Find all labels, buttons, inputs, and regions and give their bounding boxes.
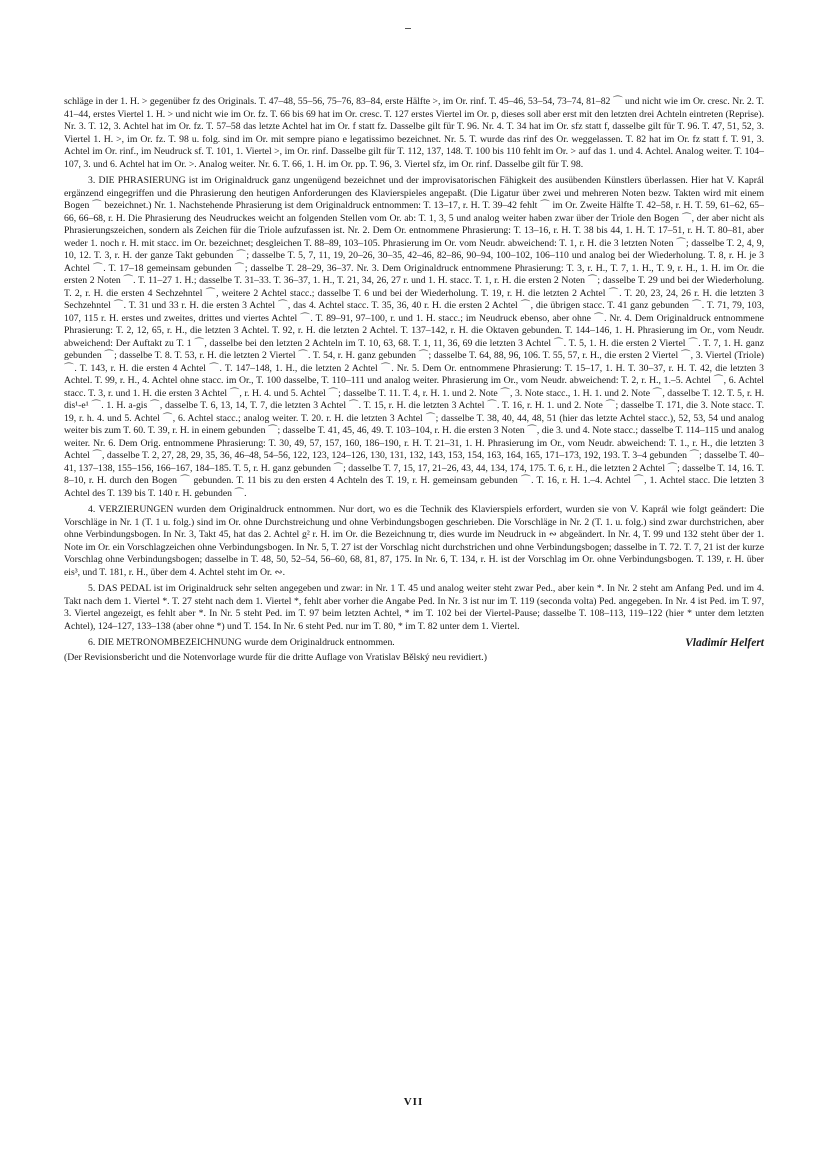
paragraph-phrasing: 3. DIE PHRASIERUNG ist im Originaldruck ganz ungenügend bezeichnet und der improvisatorischen Fähigkeit des ausübenden Künstlers überlassen. Hier hat V. Kaprál ergänzend eingegriffen und die Phrasierung den heutigen Anforderungen des Klavierspieles angepaßt. (Die Ligatur über zwei und mehreren Noten bezw. Takten wird mit einem Bogen ⌒ bezeichnet.) Nr. 1. Nachstehende Phrasierung ist dem Originaldruck entnommen: T. 13–17, r. H. T. 39–42 fehlt ⌒ im Or. Zweite Hälfte T. 42–58, r. H. T. 59, 61–62, 65–66, 66–68, r. H. Die Phrasierung des Neudruckes weicht an folgenden Stellen vom Or. ab: T. 1, 3, 5 und analog weiter haben zwar über der Triole den Bogen ⌒, der aber nicht als Phrasierungszeichen, sondern als Zeichen für die Triole aufzufassen ist. Nr. 2. Dem Or. entnommene Phrasierung: T. 13–16, r. H. T. 38 bis 44, 1. H. T. 17–51, r. H. T. 80–81, aber weder 1. noch r. H. mit stacc. im Or. bezeichnet; desgleichen T. 88–89, 103–105. Phrasierung im Or. vom Neudr. abweichend: T. 1, r. H. die 3 letzten Noten ⌒; dasselbe T. 2, 4, 9, 10, 12. T. 3, r. H. der ganze Takt gebunden ⌒; dasselbe T. 5, 7, 11, 19, 20–26, 30–35, 42–46, 82–86, 90–94, 100–102, 106–110 und analog bei der Wiederholung. T. 8, r. H. je 3 Achtel ⌒. T. 17–18 gemeinsam gebunden ⌒; dasselbe T. 28–29, 36–37. Nr. 3. Dem Originaldruck entnommene Phrasierung: T. 3, r. H., T. 7, 1. H., T. 9, r. H., 1. H. im Or. die ersten 2 Noten ⌒. T. 11–27 1. H.; dasselbe T. 31–33. T. 36–37, 1. H., T. 21, 34, 26, 27 r. und 1. H. stacc. T. 1, r. H. die ersten 2 Noten ⌒; dasselbe T. 29 und bei der Wiederholung. T. 2, r. H. die ersten 4 Sechzehntel ⌒, weitere 2 Achtel stacc.; dasselbe T. 6 und bei der Wiederholung. T. 19, r. H. die letzten 2 Achtel ⌒. T. 20, 23, 24, 26 r. H. die letzten 3 Sechzehntel ⌒. T. 31 und 33 r. H. die ersten 3 Achtel ⌒, das 4. Achtel stacc. T. 35, 36, 40 r. H. die ersten 2 Achtel ⌒, die übrigen stacc. T. 41 ganz gebunden ⌒. T. 71, 79, 103, 107, 115 r. H. erstes und zweites, drittes und viertes Achtel ⌒. T. 89–91, 97–100, r. und 1. H. stacc.; im Neudruck ebenso, aber ohne ⌒. Nr. 4. Dem Originaldruck entnommene Phrasierung: T. 2, 12, 65, r. H., die letzten 3 Achtel. T. 92, r. H. die letzten 2 Achtel. T. 137–142, r. H. die Oktaven gebunden. T. 144–146, 1. H. Phrasierung im Or., vom Neudr. abweichend: Der Auftakt zu T. 1 ⌒, dasselbe bei den letzten 2 Achteln im T. 10, 63, 68. T. 1, 11, 36, 69 die letzten 3 Achtel ⌒. T. 5, 1. H. die ersten 2 Viertel ⌒. T. 7, 1. H. ganz gebunden ⌒; dasselbe T. 8. T. 53, r. H. die letzten 2 Viertel ⌒. T. 54, r. H. ganz gebunden ⌒; dasselbe T. 64, 88, 96, 106. T. 55, 57, r. H., die ersten 2 Viertel ⌒, 3. Viertel (Triole) ⌒. T. 143, r. H. die ersten 4 Achtel ⌒. T. 147–148, 1. H., die letzten 2 Achtel ⌒. Nr. 5. Dem Or. entnommene Phrasierung: T. 15–17, 1. H. T. 30–37, r. H. T. 42, die letzten 3 Achtel. T. 99, r. H., 4. Achtel ohne stacc. im Or., T. 100 dasselbe, T. 110–111 und analog weiter. Phrasierung im Or., vom Neudr. abweichend: T. 2, r. H., 1.–5. Achtel ⌒, 6. Achtel stacc. T. 3, r. und 1. H. die ersten 3 Achtel ⌒, r. H. 4. und 5. Achtel ⌒; dasselbe T. 11. T. 4, r. H. 1. und 2. Note ⌒, 3. Note stacc., 1. H. 1. und 2. Note ⌒, dasselbe T. 12. T. 5, r. H. dis¹-e¹ ⌒. 1. H. a-gis ⌒, dasselbe T. 6, 13, 14, T. 7, die letzten 3 Achtel ⌒. T. 15, r. H. die letzten 3 Achtel ⌒. T. 16, r. H. 1. und 2. Note ⌒; dasselbe T. 171, die 3. Note stacc. T. 19, r. h. 4. und 5. Achtel ⌒, 6. Achtel stacc.; analog weiter. T. 20. r. H. die letzten 3 Achtel ⌒; dasselbe T. 38, 40, 44, 48, 51 (hier das letzte Achtel stacc.), 52, 53, 54 und analog weiter bis zum T. 60. T. 39, r. H. in einem gebunden ⌒; dasselbe T. 41, 45, 46, 49. T. 103–104, r. H. die ersten 3 Noten ⌒, die 3. und 4. Note stacc.; dasselbe T. 114–115 und analog weiter. Nr. 6. Dem Orig. entnommene Phrasierung: T. 30, 49, 57, 157, 160, 186–190, r. H. T. 21–31, 1. H. Phrasierung im Or., vom Neudr. abweichend: T. 1., r. H., die letzten 3 Achtel ⌒, dasselbe T. 2, 27, 28, 29, 35, 36, 46–48, 54–56, 122, 123, 124–126, 130, 131, 132, 143, 153, 154, 163, 164, 165, 171–173, 192, 193. T. 3–4 gebunden ⌒; dasselbe T. 40–41, 137–138, 155–156, 166–167, 184–185. T. 5, r. H. ganz gebunden ⌒; dasselbe T. 7, 15, 17, 21–26, 43, 44, 134, 174, 175. T. 6, r. H., die letzten 2 Achtel ⌒; dasselbe T. 14, 16. T. 8–10, r. H. durch den Bogen ⌒ gebunden. T. 11 bis zu den ersten 4 Achteln des T. 19, r. H. gemeinsam gebunden ⌒. T. 16, r. H. 1.–4. Achtel ⌒, 1. Achtel stacc. Die letzten 3 Achtel des T. 139 bis T. 140 r. H. gebunden ⌒. <box>64 175 764 499</box>
page-number: VII <box>403 1096 424 1108</box>
print-mark <box>405 28 411 29</box>
revision-note: (Der Revisionsbericht und die Notenvorlage wurde für die dritte Auflage von Vratislav Bělský neu revidiert.) <box>64 651 487 663</box>
paragraph-dynamics-continued: schläge in der 1. H. > gegenüber fz des Originals. T. 47–48, 55–56, 75–76, 83–84, erste Hälfte >, im Or. rinf. T. 45–46, 53–54, 73–74, 81–82 ⌒ und nicht wie im Or. cresc. Nr. 2. T. 41–44, erstes Viertel 1. H. > und nicht wie im Or. fz. T. 66 bis 69 hat im Or. cresc. T. 127 erstes Viertel im Or. p, dieses soll aber erst mit den letzten drei Achteln eintreten (Reprise). Nr. 3. T. 12, 3. Achtel hat im Or. fz. T. 57–58 das letzte Achtel hat im Or. f statt fz. Dasselbe gilt für T. 96. Nr. 4. T. 34 hat im Or. sfz statt f, dasselbe gilt für T. 96. T. 47, 51, 52, 3. Viertel 1. H. >, im Or. fz. T. 98 u. folg. sind im Or. mit sempre piano e legatissimo bezeichnet. Nr. 5. T. wurde das rinf des Or. weggelassen. T. 82 hat im Or. fz statt f. T. 91, 3. Achtel im Or. rinf., im Neudruck sf. T. 101, 1. Viertel >, im Or. rinf. Dasselbe gilt für T. 112, 137, 148. T. 100 bis 110 fehlt im Or. > auf das 1. und 4. Achtel. Analog weiter. T. 104–107, 3. und 6. Achtel hat im Or. >. Analog weiter. Nr. 6. T. 66, 1. H. im Or. pp. T. 96, 3. Viertel sfz, im Or. rinf. Dasselbe gilt für T. 98. <box>64 96 764 170</box>
author-signature: Vladimír Helfert <box>685 637 764 649</box>
paragraph-pedal: 5. DAS PEDAL ist im Originaldruck sehr selten angegeben und zwar: in Nr. 1 T. 45 und analog weiter steht zwar Ped., aber kein *. In Nr. 2 steht am Anfang Ped. und im 4. Takt nach dem 1. Viertel *. T. 27 steht nach dem 1. Viertel *, fehlt aber vorher die Angabe Ped. In Nr. 3 ist nur im T. 119 (seconda volta) Ped. angegeben. In Nr. 4 ist Ped. im T. 97, 3. Viertel angezeigt, es fehlt aber *. In Nr. 5 steht Ped. im T. 97 beim letzten Achtel, * im T. 102 bei der Viertel-Pause; dasselbe T. 108–113, 119–122 (hier * unter dem letzten Achtel), 124–127, 133–138 (aber ohne *) und T. 154. In Nr. 6 steht Ped. nur im T. 80, * im T. 82 unter dem 1. Viertel. <box>64 583 764 632</box>
paragraph-ornaments: 4. VERZIERUNGEN wurden dem Originaldruck entnommen. Nur dort, wo es die Technik des Klavierspiels erfordert, wurden sie von V. Kaprál wie folgt geändert: Die Vorschläge in Nr. 1 (T. 1 u. folg.) sind im Or. ohne Durchstreichung und ohne Verbindungsbogen geschrieben. Die Vorschläge in Nr. 2 (T. 1. u. folg.) sind zwar durchstrichen, aber ohne Verbindungsbogen. In Nr. 3, Takt 45, hat das 2. Achtel g² r. H. im Or. die Bezeichnung tr, dies wurde im Neudruck in ∾ abgeändert. In Nr. 4, T. 99 und 132 steht über der 1. Note im Or. ein Vorschlagzeichen ohne Verbindungsbogen. In Nr. 5, T. 27 ist der Vorschlag nicht durchstrichen und ohne Verbindungsbogen; dasselbe in T. 72. T. 7, 21 ist der kurze Vorschlag ohne Verbindungsbogen; dasselbe in T. 48, 50, 52–54, 56–60, 68, 81, 87, 175. In Nr. 6, T. 134, r. H. ist der Vorschlag im Or. ohne Verbindungsbogen. T. 139, r. H. über eis³, und T. 181, r. H., über dem 4. Achtel steht im Or. ∾. <box>64 504 764 578</box>
revision-report-text <box>64 96 764 668</box>
paragraph-metronome-line <box>64 637 764 650</box>
paragraph-metronome: 6. DIE METRONOMBEZEICHNUNG wurde dem Originaldruck entnommen. <box>88 637 395 648</box>
